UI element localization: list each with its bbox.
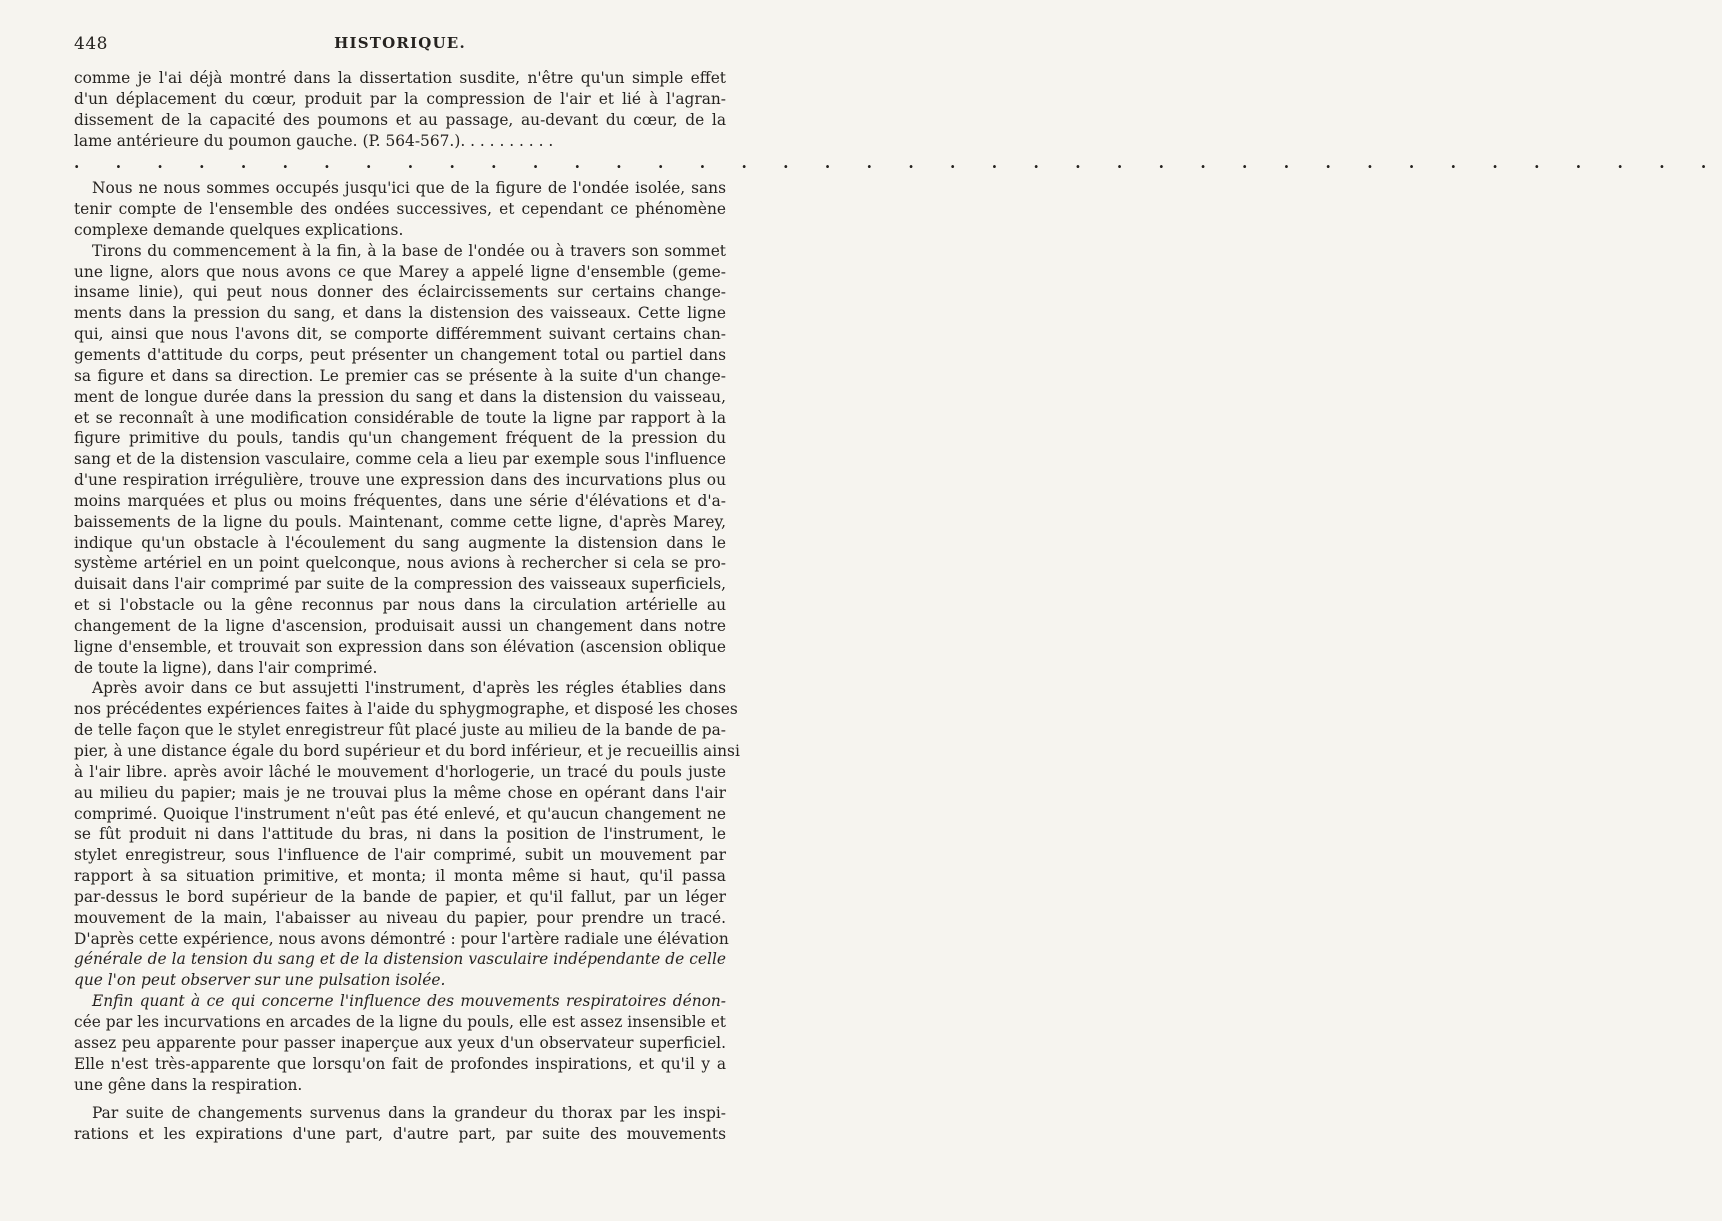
text-line-italic: que l'on peut observer sur une pulsation isolée. (74, 971, 446, 990)
paragraph (74, 68, 726, 151)
page-header (74, 34, 726, 56)
text-line: et se reconnaît à une modification considérable de toute la ligne par rapport à la (74, 408, 726, 427)
text-line: ment de longue durée dans la pression du sang et dans la distension du vaisseau, (74, 387, 726, 406)
text-line: une ligne, alors que nous avons ce que Marey a appelé ligne d'ensemble (geme- (74, 262, 726, 281)
text-line: ments dans la pression du sang, et dans la distension des vaisseaux. Cette ligne (74, 304, 726, 323)
text-line: d'une respiration irrégulière, trouve une expression dans des incurvations plus ou (74, 471, 726, 490)
text-line: duisait dans l'air comprimé par suite de la compression des vaisseaux superficiels, (74, 575, 726, 594)
text-line: et si l'obstacle ou la gêne reconnus par nous dans la circulation artérielle au (74, 596, 726, 615)
running-title: HISTORIQUE. (334, 34, 466, 52)
text-line: tenir compte de l'ensemble des ondées successives, et cependant ce phénomène (74, 200, 726, 219)
text-line: comprimé. Quoique l'instrument n'eût pas été enlevé, et qu'aucun changement ne (74, 804, 726, 823)
text-line: indique qu'un obstacle à l'écoulement du sang augmente la distension dans le (74, 533, 726, 552)
text-line: pier, à une distance égale du bord supérieur et du bord inférieur, et je recueillis ainsi (74, 742, 740, 760)
text-line: sa figure et dans sa direction. Le premier cas se présente à la suite d'un change- (74, 366, 726, 385)
text-line: figure primitive du pouls, tandis qu'un changement fréquent de la pression du (74, 429, 726, 448)
text-line: moins marquées et plus ou moins fréquentes, dans une série d'élévations et d'a- (74, 491, 726, 510)
text-line: Après avoir dans ce but assujetti l'instrument, d'après les régles établies dans (92, 679, 726, 698)
page-number: 448 (74, 34, 108, 54)
text-line: d'un déplacement du cœur, produit par la compression de l'air et lié à l'agran- (74, 89, 726, 108)
text-line: dissement de la capacité des poumons et au passage, au-devant du cœur, de la (74, 110, 726, 129)
text-line: Par suite de changements survenus dans la grandeur du thorax par les inspi- (92, 1104, 726, 1123)
ellipsis-separator: . . . . . . . . . . . . . . . . . . . . . . . . . . . . . . . . . . . . . . . . (74, 154, 1722, 173)
text-line-italic: Enfin quant à ce qui concerne l'influence des mouvements respiratoires dénon- (92, 992, 726, 1011)
text-line-italic: générale de la tension du sang et de la distension vasculaire indépendante de celle (74, 950, 726, 969)
text-line: Nous ne nous sommes occupés jusqu'ici que de la figure de l'ondée isolée, sans (92, 179, 726, 198)
text-line: complexe demande quelques explications. (74, 220, 404, 239)
text-line: sang et de la distension vasculaire, comme cela a lieu par exemple sous l'influence (74, 450, 726, 469)
text-line: de telle façon que le stylet enregistreur fût placé juste au milieu de la bande de pa- (74, 721, 726, 740)
text-line: une gêne dans la respiration. (74, 1075, 303, 1094)
text-line: ligne d'ensemble, et trouvait son expression dans son élévation (ascension oblique (74, 637, 726, 656)
text-line: de toute la ligne), dans l'air comprimé. (74, 658, 378, 677)
text-line: rapport à sa situation primitive, et monta; il monta même si haut, qu'il passa (74, 867, 726, 886)
paragraph (74, 991, 726, 1095)
text-line: lame antérieure du poumon gauche. (P. 564-567.). . . . . . . . . . (74, 131, 554, 150)
text-line: changement de la ligne d'ascension, produisait aussi un changement dans notre (74, 616, 726, 635)
paragraph-gap (74, 1095, 726, 1103)
text-line: rations et les expirations d'une part, d'autre part, par suite des mouvements (74, 1125, 726, 1144)
text-line: mouvement de la main, l'abaisser au niveau du papier, pour prendre un tracé. (74, 908, 726, 927)
text-line: qui, ainsi que nous l'avons dit, se comporte différemment suivant certains chan- (74, 325, 726, 344)
text-line: système artériel en un point quelconque, nous avions à rechercher si cela se pro- (74, 554, 726, 573)
text-line: insame linie), qui peut nous donner des éclaircissements sur certains change- (74, 283, 726, 302)
text-line: se fût produit ni dans l'attitude du bras, ni dans la position de l'instrument, le (74, 825, 726, 844)
paragraph (74, 1103, 726, 1145)
text-line: comme je l'ai déjà montré dans la dissertation susdite, n'être qu'un simple effet (74, 69, 726, 87)
paragraph (74, 178, 726, 241)
text-line: stylet enregistreur, sous l'influence de l'air comprimé, subit un mouvement par (74, 846, 726, 865)
text-line: Elle n'est très-apparente que lorsqu'on fait de profondes inspirations, et qu'il y a (74, 1054, 726, 1073)
paragraph (74, 241, 726, 679)
page-body (74, 68, 1722, 1145)
text-line: Tirons du commencement à la fin, à la base de l'ondée ou à travers son sommet (92, 241, 726, 260)
text-line: gements d'attitude du corps, peut présenter un changement total ou partiel dans (74, 345, 726, 364)
text-line: baissements de la ligne du pouls. Maintenant, comme cette ligne, d'après Marey, (74, 512, 726, 531)
text-line: nos précédentes expériences faites à l'aide du sphygmographe, et disposé les choses (74, 700, 738, 719)
paragraph (74, 678, 740, 991)
text-line: D'après cette expérience, nous avons démontré : pour l'artère radiale une élévation (74, 929, 729, 948)
text-line: à l'air libre. après avoir lâché le mouvement d'horlogerie, un tracé du pouls juste (74, 762, 726, 781)
text-line: assez peu apparente pour passer inaperçue aux yeux d'un observateur superficiel. (74, 1033, 726, 1052)
text-line: cée par les incurvations en arcades de la ligne du pouls, elle est assez insensible et (74, 1012, 726, 1031)
text-line: par-dessus le bord supérieur de la bande de papier, et qu'il fallut, par un léger (74, 887, 726, 906)
text-line: au milieu du papier; mais je ne trouvai plus la même chose en opérant dans l'air (74, 783, 726, 802)
